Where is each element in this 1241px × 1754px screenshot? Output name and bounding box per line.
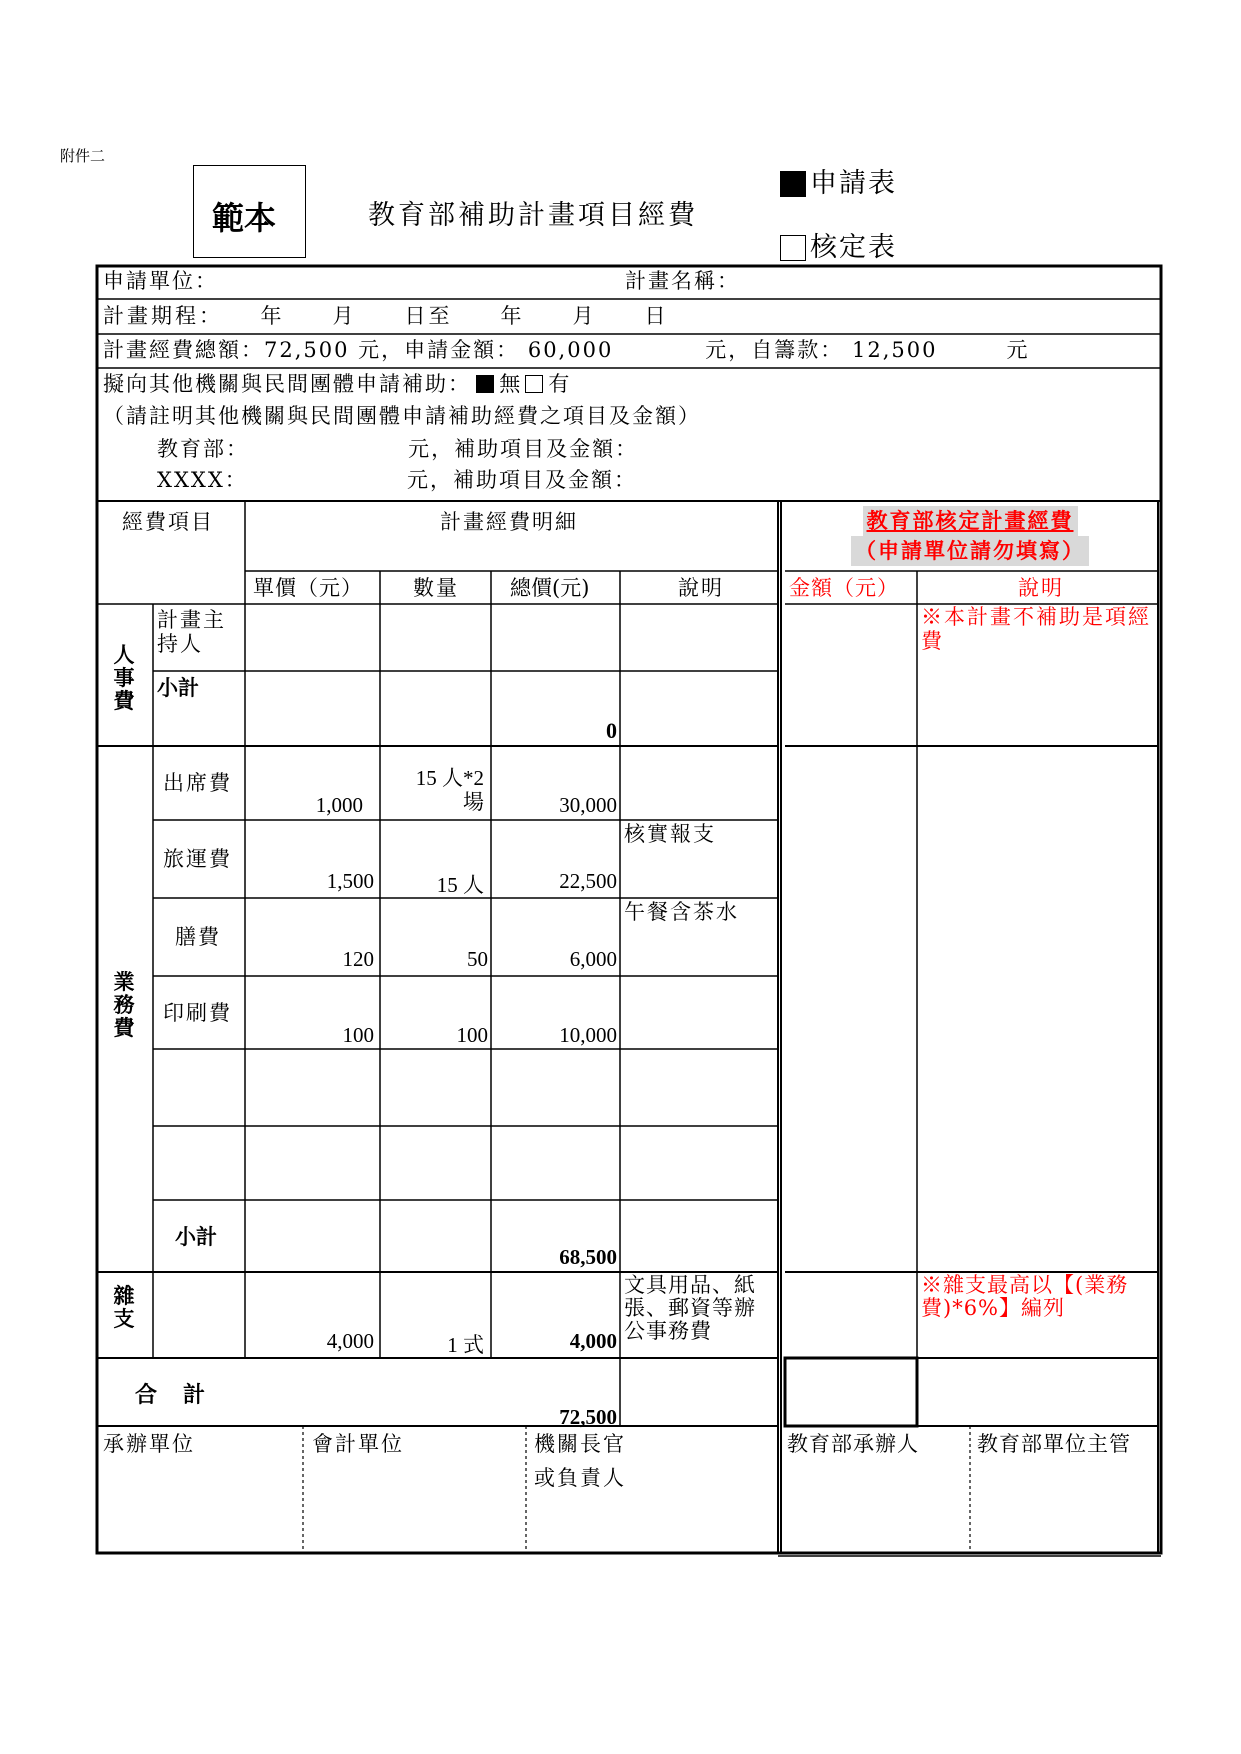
moe-col-note: 說明 xyxy=(1018,576,1064,600)
business-printing-unit-price: 100 xyxy=(342,1023,374,1047)
business-meals-unit-price: 120 xyxy=(342,947,374,971)
other-none-label: 無 xyxy=(499,372,521,396)
col-total: 總價(元) xyxy=(510,576,590,600)
business-printing-total: 10,000 xyxy=(559,1023,617,1047)
misc-category: 雜支 xyxy=(113,1283,135,1331)
business-travel-total: 22,500 xyxy=(559,869,617,893)
personnel-moe-note: ※本計畫不補助是項經費 xyxy=(921,605,1151,653)
applicant-unit-label: 申請單位： xyxy=(103,269,218,293)
business-printing-quantity: 100 xyxy=(456,1023,488,1047)
business-item-attendance: 出席費 xyxy=(163,771,232,795)
business-meals-quantity: 50 xyxy=(467,947,488,971)
business-item-printing: 印刷費 xyxy=(163,1001,232,1025)
other-apply-row xyxy=(103,372,569,400)
other-apply-label: 擬向其他機關與民間團體申請補助： xyxy=(103,372,471,396)
sig-head: 機關長官 xyxy=(534,1432,626,1456)
moe-header-subtitle: （申請單位請勿填寫） xyxy=(851,536,1089,566)
business-item-meals: 膳費 xyxy=(175,925,221,949)
moe-col-amount: 金額（元） xyxy=(789,576,899,600)
sig-handling-unit: 承辦單位 xyxy=(103,1432,195,1456)
business-travel-note: 核實報支 xyxy=(624,822,716,846)
plan-name-label: 計畫名稱： xyxy=(625,269,740,293)
unchecked-box-icon[interactable] xyxy=(525,375,543,393)
col-unit-price: 單價（元） xyxy=(253,576,363,600)
sample-stamp-text: 範本 xyxy=(212,199,277,237)
attachment-label: 附件二 xyxy=(60,147,106,165)
col-quantity: 數量 xyxy=(413,576,459,600)
business-meals-note: 午餐含茶水 xyxy=(624,900,739,924)
misc-quantity: 1 式 xyxy=(447,1333,484,1357)
moe-amount-line: 教育部： 元，補助項目及金額： xyxy=(157,437,639,461)
sig-moe-handler: 教育部承辦人 xyxy=(787,1432,919,1456)
checked-box-icon[interactable] xyxy=(476,375,494,393)
form-title: 教育部補助計畫項目經費 xyxy=(368,200,698,231)
business-meals-total: 6,000 xyxy=(569,947,617,971)
business-item-travel: 旅運費 xyxy=(163,847,232,871)
business-attendance-total: 30,000 xyxy=(559,793,617,817)
misc-total: 4,000 xyxy=(569,1329,617,1353)
form-type-apply-label: 申請表 xyxy=(810,168,897,199)
budget-line: 計畫經費總額：72,500 元，申請金額： 60,000 元，自籌款： 12,500 元 xyxy=(103,338,1030,362)
business-travel-quantity: 15 人 xyxy=(436,873,484,897)
business-category: 業務費 xyxy=(113,969,135,1040)
form-type-approve-label: 核定表 xyxy=(810,232,897,263)
plan-period: 計畫期程： 年 月 日至 年 月 日 xyxy=(103,304,669,328)
personnel-item-host: 計畫主持人 xyxy=(157,608,226,656)
business-attendance-unit-price: 1,000 xyxy=(315,793,363,817)
sig-moe-supervisor: 教育部單位主管 xyxy=(977,1432,1131,1456)
xxxx-amount-line: XXXX： 元，補助項目及金額： xyxy=(157,468,637,492)
misc-moe-note: ※雜支最高以【(業務費)*6%】編列 xyxy=(921,1273,1129,1320)
other-note: （請註明其他機關與民間團體申請補助經費之項目及金額） xyxy=(103,404,701,428)
moe-header xyxy=(785,506,1155,566)
moe-header-title: 教育部核定計畫經費 xyxy=(863,506,1078,536)
col-note: 說明 xyxy=(678,576,724,600)
sig-accounting-unit: 會計單位 xyxy=(312,1432,404,1456)
personnel-category: 人事費 xyxy=(113,642,135,713)
col-item: 經費項目 xyxy=(122,510,214,534)
grand-total-label: 合 計 xyxy=(135,1382,208,1408)
personnel-subtotal-label: 小計 xyxy=(157,675,199,700)
business-subtotal: 68,500 xyxy=(559,1245,617,1269)
other-yes-label: 有 xyxy=(548,372,570,396)
misc-unit-price: 4,000 xyxy=(326,1329,374,1353)
business-travel-unit-price: 1,500 xyxy=(326,869,374,893)
business-attendance-quantity: 15 人*2場 xyxy=(415,766,484,814)
personnel-subtotal: 0 xyxy=(606,718,617,743)
grand-total: 72,500 xyxy=(559,1405,617,1429)
col-detail: 計畫經費明細 xyxy=(440,510,578,534)
business-subtotal-label: 小計 xyxy=(175,1224,217,1249)
sig-head-alt: 或負責人 xyxy=(534,1466,626,1490)
misc-note: 文具用品、紙張、郵資等辦公事務費 xyxy=(624,1273,756,1343)
